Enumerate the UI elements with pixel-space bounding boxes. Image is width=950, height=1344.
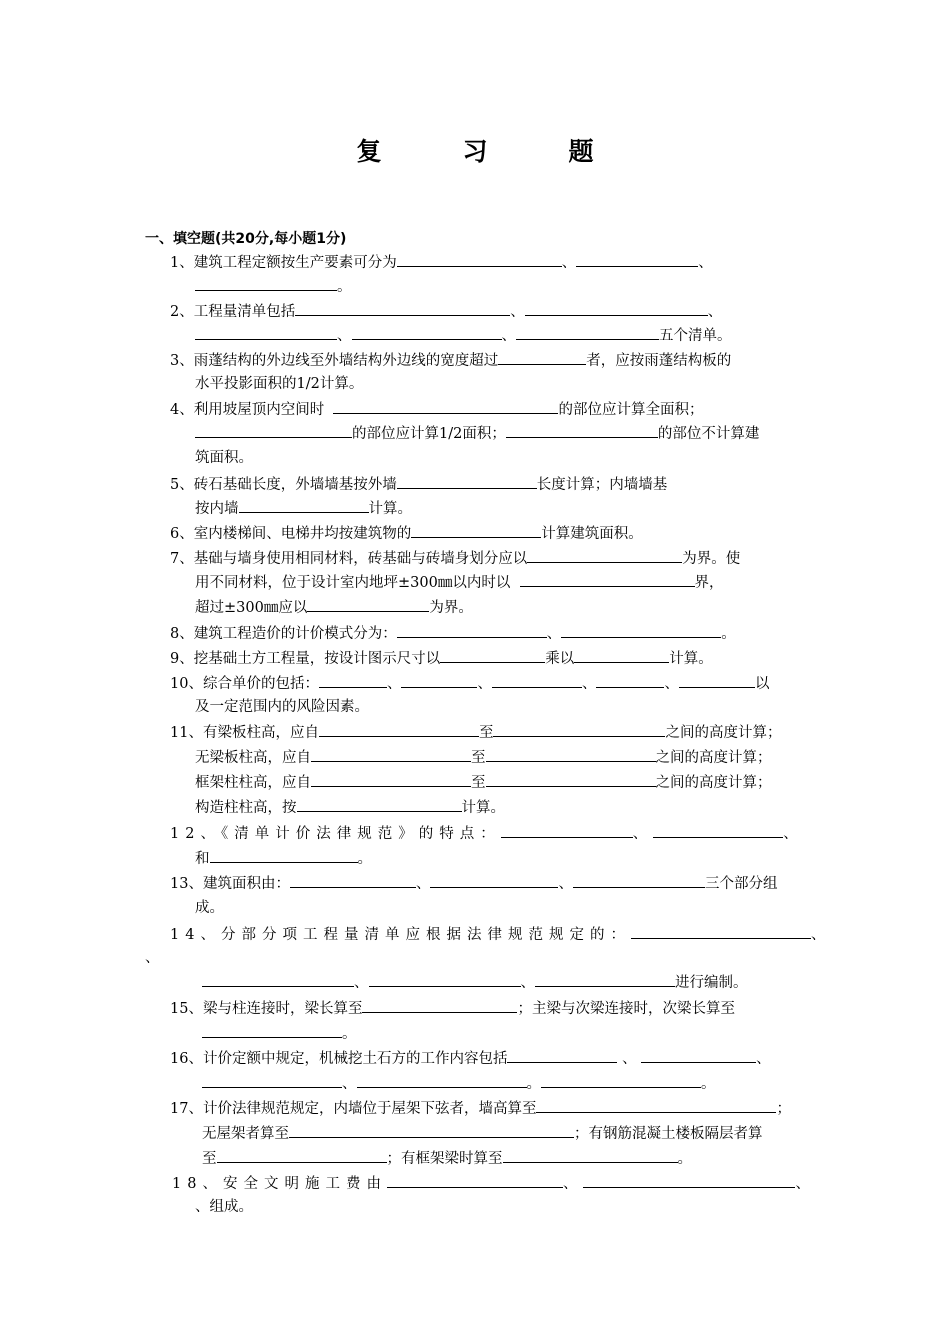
question-18: 18、安全文明施工费由 、 、 <box>172 1176 816 1192</box>
blank[interactable] <box>486 773 656 787</box>
blank[interactable] <box>369 973 521 987</box>
question-17: 17、计价法律规范规定，内墙位于屋架下弦者，墙高算至 ； <box>170 1101 791 1117</box>
blank[interactable] <box>319 723 479 737</box>
blank[interactable] <box>352 326 502 340</box>
blank[interactable] <box>319 674 387 688</box>
page-title: 复 习 题 <box>356 137 622 166</box>
blank[interactable] <box>516 326 659 340</box>
blank[interactable] <box>195 326 337 340</box>
question-1-cont: 。 <box>195 277 352 296</box>
question-18-cont: 、组成。 <box>195 1199 253 1215</box>
question-2: 2、工程量清单包括 、 、 <box>170 304 723 320</box>
question-16-cont: 、 。 。 <box>202 1074 716 1093</box>
blank[interactable] <box>307 598 429 612</box>
blank[interactable] <box>295 302 510 316</box>
question-13: 13、建筑面积由： 、 、 三个部分组 <box>170 876 778 892</box>
blank[interactable] <box>527 549 682 563</box>
question-13-cont: 成。 <box>195 900 224 916</box>
blank[interactable] <box>311 773 471 787</box>
blank[interactable] <box>387 1174 563 1188</box>
blank[interactable] <box>430 874 558 888</box>
blank[interactable] <box>195 424 352 438</box>
blank[interactable] <box>297 798 462 812</box>
blank[interactable] <box>631 925 811 939</box>
question-6: 6、室内楼梯间、电梯井均按建筑物的 计算建筑面积。 <box>170 526 643 542</box>
question-12-cont: 和 。 <box>195 851 372 867</box>
question-10-cont: 及一定范围内的风险因素。 <box>195 699 369 715</box>
blank[interactable] <box>311 748 471 762</box>
blank[interactable] <box>217 1149 387 1163</box>
question-5-cont: 按内墙 计算。 <box>195 501 412 517</box>
blank[interactable] <box>362 999 517 1013</box>
blank[interactable] <box>596 674 664 688</box>
question-3-cont: 水平投影面积的1/2计算。 <box>195 376 364 392</box>
blank[interactable] <box>486 748 656 762</box>
question-14-stray-mark: 、 <box>145 950 160 966</box>
blank[interactable] <box>507 1049 617 1063</box>
question-11-cont3: 构造柱柱高，按 计算。 <box>195 800 505 816</box>
question-14: 14、分部分项工程量清单应根据法律规范规定的： 、 <box>170 927 832 943</box>
blank[interactable] <box>573 874 705 888</box>
blank[interactable] <box>501 824 633 838</box>
question-16: 16、计价定额中规定，机械挖土石方的工作内容包括 、 、 <box>170 1051 771 1067</box>
question-11-cont2: 框架柱柱高，应自 至 之间的高度计算； <box>195 775 772 791</box>
question-3: 3、雨蓬结构的外边线至外墙结构外边线的宽度超过 者，应按雨蓬结构板的 <box>170 353 732 369</box>
blank[interactable] <box>397 475 537 489</box>
blank[interactable] <box>411 524 541 538</box>
question-10: 10、综合单价的包括： 、 、 、 、 以 <box>170 676 770 692</box>
question-12: 12、《清单计价法律规范》的特点： 、 、 <box>170 826 804 842</box>
blank[interactable] <box>503 1149 678 1163</box>
blank[interactable] <box>202 1024 342 1038</box>
question-11-cont: 无梁板柱高，应自 至 之间的高度计算； <box>195 750 772 766</box>
question-15-cont: 。 <box>202 1024 357 1043</box>
question-17-cont: 无屋架者算至 ；有钢筋混凝土楼板隔层者算 <box>202 1126 763 1142</box>
blank[interactable] <box>520 573 695 587</box>
question-1: 1、建筑工程定额按生产要素可分为 、 、 <box>170 255 713 271</box>
question-4-cont: 的部位应计算1/2面积； 的部位不计算建 <box>195 424 759 443</box>
question-5: 5、砖石基础长度，外墙墙基按外墙 长度计算；内墙墙基 <box>170 477 668 493</box>
question-14-cont: 、 、 进行编制。 <box>202 973 748 992</box>
blank[interactable] <box>506 424 658 438</box>
blank[interactable] <box>397 253 562 267</box>
blank[interactable] <box>440 649 545 663</box>
question-4-cont2: 筑面积。 <box>195 450 253 466</box>
question-7: 7、基础与墙身使用相同材料，砖基础与砖墙身划分应以 为界。使 <box>170 551 741 567</box>
blank[interactable] <box>525 302 708 316</box>
section-heading: 一、填空题(共20分,每小题1分) <box>145 231 347 247</box>
blank[interactable] <box>679 674 755 688</box>
blank[interactable] <box>357 1074 527 1088</box>
question-4: 4、利用坡屋顶内空间时 的部位应计算全面积； <box>170 402 704 418</box>
question-17-cont2: 至 ；有框架梁时算至 。 <box>202 1151 692 1167</box>
blank[interactable] <box>202 973 354 987</box>
blank[interactable] <box>239 499 369 513</box>
blank[interactable] <box>195 277 337 291</box>
blank[interactable] <box>290 874 416 888</box>
question-7-cont: 用不同材料，位于设计室内地坪±300㎜以内时以 界， <box>195 575 724 591</box>
question-7-cont2: 超过±300㎜应以 为界。 <box>195 600 473 616</box>
blank[interactable] <box>210 849 358 863</box>
blank[interactable] <box>536 1099 776 1113</box>
blank[interactable] <box>493 723 665 737</box>
blank[interactable] <box>397 624 547 638</box>
blank[interactable] <box>561 624 721 638</box>
question-9: 9、挖基础土方工程量，按设计图示尺寸以 乘以 计算。 <box>170 651 713 667</box>
blank[interactable] <box>202 1074 342 1088</box>
blank[interactable] <box>541 1074 701 1088</box>
question-15: 15、梁与柱连接时，梁长算至 ；主梁与次梁连接时，次梁长算至 <box>170 1001 735 1017</box>
blank[interactable] <box>583 1174 795 1188</box>
question-11: 11、有梁板柱高，应自 至 之间的高度计算； <box>170 725 782 741</box>
blank[interactable] <box>653 824 783 838</box>
blank[interactable] <box>498 351 586 365</box>
blank[interactable] <box>289 1124 574 1138</box>
blank[interactable] <box>401 674 477 688</box>
blank[interactable] <box>535 973 675 987</box>
blank[interactable] <box>641 1049 756 1063</box>
question-8: 8、建筑工程造价的计价模式分为： 、 。 <box>170 626 736 642</box>
question-2-cont: 、 、 五个清单。 <box>195 326 732 345</box>
blank[interactable] <box>492 674 582 688</box>
blank[interactable] <box>576 253 698 267</box>
blank[interactable] <box>574 649 669 663</box>
blank[interactable] <box>333 400 558 414</box>
